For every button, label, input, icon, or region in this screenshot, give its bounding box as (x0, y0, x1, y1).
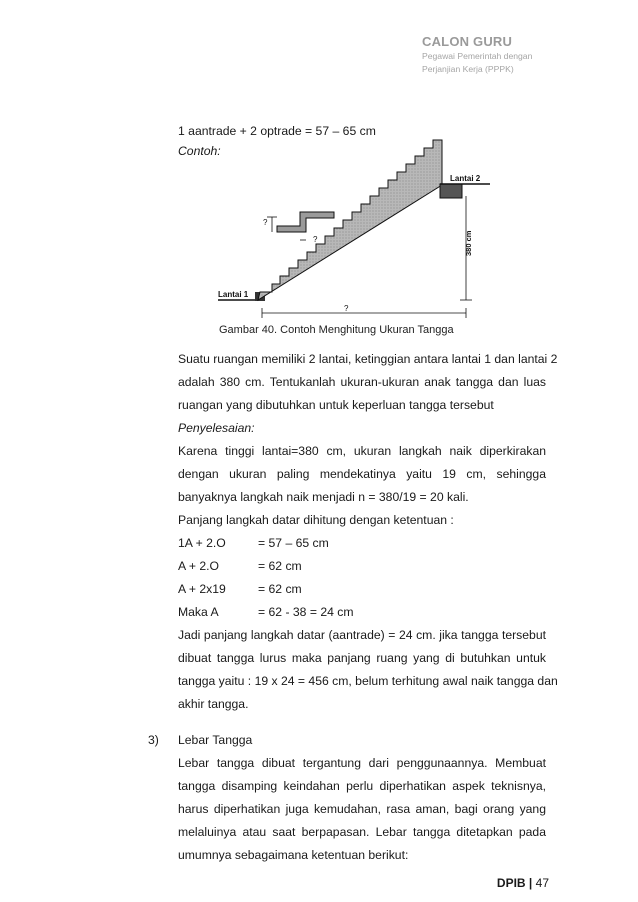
calc-right: = 62 cm (258, 559, 302, 573)
header-subtitle-1: Pegawai Pemerintah dengan (422, 51, 533, 61)
formula-line: 1 aantrade + 2 optrade = 57 – 65 cm (178, 124, 376, 138)
header-title: CALON GURU (422, 34, 513, 49)
calc-left: A + 2.O (178, 559, 219, 573)
penyelesaian-label: Penyelesaian: (178, 421, 255, 435)
contoh-label: Contoh: (178, 144, 221, 158)
figure-caption: Gambar 40. Contoh Menghitung Ukuran Tangga (219, 324, 454, 336)
calc-right: = 62 cm (258, 582, 302, 596)
label-height: 380 cm (464, 230, 473, 256)
stair-body (258, 140, 442, 300)
problem-line-2: adalah 380 cm. Tentukanlah ukuran-ukuran anak tangga dan luas (178, 375, 546, 389)
calc-row (178, 604, 354, 620)
staircase-figure (0, 0, 638, 340)
calc-row (178, 535, 329, 551)
calc-left: A + 2x19 (178, 582, 226, 596)
section-title: Lebar Tangga (178, 733, 253, 747)
section-line-5: umumnya sebagaimana ketentuan berikut: (178, 848, 409, 862)
problem-line-3: ruangan yang dibutuhkan untuk keperluan tangga tersebut (178, 398, 494, 412)
section-line-4: melaluinya atau saat berpapasan. Lebar tangga ditetapkan pada (178, 825, 546, 839)
footer-label: DPIB | (496, 876, 533, 890)
solution-line-3: banyaknya langkah naik menjadi n = 380/19 = 20 kali. (178, 490, 469, 504)
page-number: 47 (535, 876, 549, 890)
calc-left: 1A + 2.O (178, 536, 226, 550)
section-line-1: Lebar tangga dibuat tergantung dari penggunaannya. Membuat (178, 756, 546, 770)
conclusion-line-3: tangga yaitu : 19 x 24 = 456 cm, belum terhitung awal naik tangga dan (178, 674, 558, 688)
calc-row (178, 558, 302, 574)
label-q-riser: ? (263, 218, 268, 227)
step-detail (277, 212, 334, 232)
problem-line-1: Suatu ruangan memiliki 2 lantai, ketinggian antara lantai 1 dan lantai 2 (178, 352, 558, 366)
solution-line-2: dengan ukuran paling mendekatinya yaitu 19 cm, sehingga (178, 467, 546, 481)
solution-line-1: Karena tinggi lantai=380 cm, ukuran langkah naik diperkirakan (178, 444, 546, 458)
calc-right: = 57 – 65 cm (258, 536, 329, 550)
calc-row (178, 581, 302, 597)
section-number: 3) (148, 733, 159, 747)
section-line-3: harus diperhatikan juga kemudahan, rasa aman, bagi orang yang (178, 802, 546, 816)
header-subtitle-2: Perjanjian Kerja (PPPK) (422, 64, 514, 74)
label-lantai-1: Lantai 1 (218, 290, 249, 299)
conclusion-line-2: dibuat tangga lurus maka panjang ruang yang di butuhkan untuk (178, 651, 546, 665)
label-q-tread: ? (313, 235, 318, 244)
conclusion-line-4: akhir tangga. (178, 697, 249, 711)
floor-2-slab (440, 184, 462, 198)
page-footer (497, 876, 549, 890)
solution-line-4: Panjang langkah datar dihitung dengan ketentuan : (178, 513, 454, 527)
calc-left: Maka A (178, 605, 219, 619)
label-lantai-2: Lantai 2 (450, 174, 481, 183)
calc-right: = 62 - 38 = 24 cm (258, 605, 354, 619)
label-q-length: ? (344, 304, 349, 313)
section-line-2: tangga disamping keindahan perlu diperhatikan aspek teknisnya, (178, 779, 546, 793)
conclusion-line-1: Jadi panjang langkah datar (aantrade) = 24 cm. jika tangga tersebut (178, 628, 546, 642)
